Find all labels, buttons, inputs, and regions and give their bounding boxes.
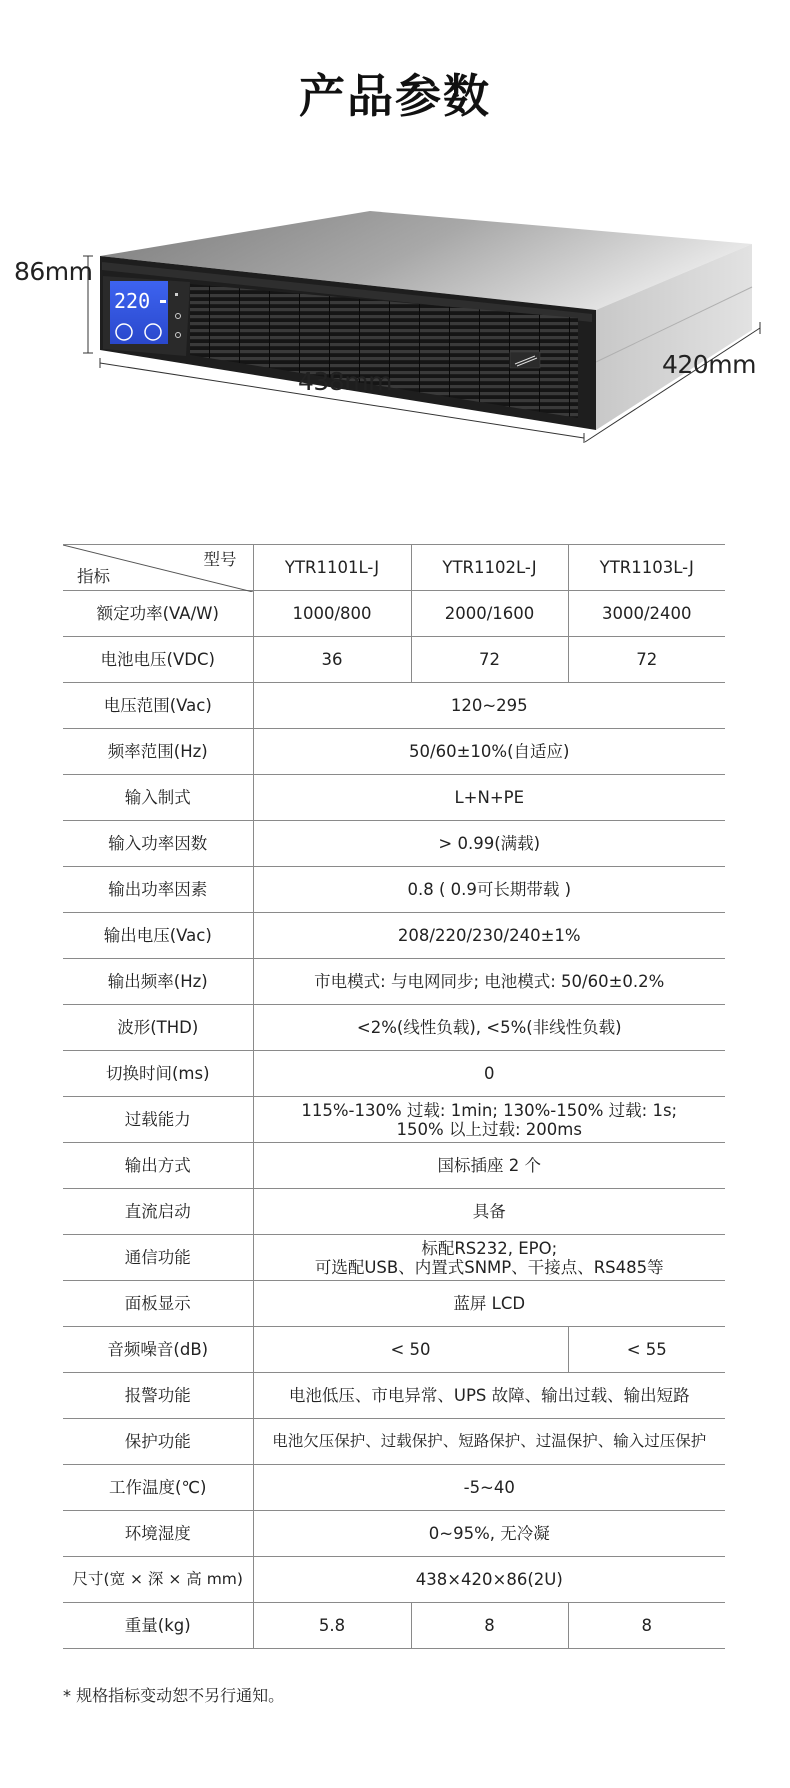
row-label: 通信功能 (63, 1235, 253, 1281)
cell-value: 72 (411, 637, 568, 683)
table-row (63, 1511, 725, 1557)
table-row (63, 729, 725, 775)
cell-value: 0 (253, 1051, 725, 1097)
row-label: 输出电压(Vac) (63, 913, 253, 959)
cell-value: 电池低压、市电异常、UPS 故障、输出过载、输出短路 (253, 1373, 725, 1419)
row-label: 电池电压(VDC) (63, 637, 253, 683)
footnote: * 规格指标变动恕不另行通知。 (63, 1686, 285, 1705)
table-row (63, 1327, 725, 1373)
model-axis-label: 型号 (203, 550, 237, 569)
height-dimension-label: 86mm (14, 257, 93, 286)
row-label: 输出方式 (63, 1143, 253, 1189)
table-row (63, 1281, 725, 1327)
corner-header-cell (63, 545, 253, 591)
cell-value: 蓝屏 LCD (253, 1281, 725, 1327)
row-label: 尺寸(宽 × 深 × 高 mm) (63, 1557, 253, 1603)
row-label: 电压范围(Vac) (63, 683, 253, 729)
table-row (63, 637, 725, 683)
cell-value: 电池欠压保护、过载保护、短路保护、过温保护、输入过压保护 (253, 1419, 725, 1465)
row-label: 保护功能 (63, 1419, 253, 1465)
table-row (63, 1603, 725, 1649)
table-row (63, 1143, 725, 1189)
cell-value-multiline (253, 1097, 725, 1143)
cell-value: 具备 (253, 1189, 725, 1235)
page-title: 产品参数 (299, 69, 491, 123)
lcd-reading: 220 (114, 289, 151, 313)
row-label: 频率范围(Hz) (63, 729, 253, 775)
row-label: 输出功率因素 (63, 867, 253, 913)
cell-value: 8 (568, 1603, 725, 1649)
model-header: YTR1101L-J (253, 545, 411, 591)
cell-value: L+N+PE (253, 775, 725, 821)
row-label: 输入功率因数 (63, 821, 253, 867)
table-row (63, 821, 725, 867)
row-label: 额定功率(VA/W) (63, 591, 253, 637)
table-row (63, 867, 725, 913)
cell-value: < 50 (253, 1327, 568, 1373)
cell-value: 208/220/230/240±1% (253, 913, 725, 959)
table-row (63, 1419, 725, 1465)
model-header: YTR1103L-J (568, 545, 725, 591)
cell-line: 150% 以上过载: 200ms (396, 1119, 582, 1139)
cell-value-multiline (253, 1235, 725, 1281)
cell-value: -5~40 (253, 1465, 725, 1511)
cell-value: 5.8 (253, 1603, 411, 1649)
depth-dimension-label: 420mm (662, 350, 756, 379)
table-row (63, 1189, 725, 1235)
cell-value: 2000/1600 (411, 591, 568, 637)
table-row (63, 775, 725, 821)
cell-line: 标配RS232, EPO; (421, 1238, 558, 1258)
cell-value: 0~95%, 无冷凝 (253, 1511, 725, 1557)
cell-value: 50/60±10%(自适应) (253, 729, 725, 775)
cell-value: 36 (253, 637, 411, 683)
cell-value: 3000/2400 (568, 591, 725, 637)
cell-value: 国标插座 2 个 (253, 1143, 725, 1189)
table-row (63, 591, 725, 637)
ups-device-image (0, 200, 790, 460)
table-row (63, 913, 725, 959)
row-label: 面板显示 (63, 1281, 253, 1327)
cell-value: 438×420×86(2U) (253, 1557, 725, 1603)
index-axis-label: 指标 (77, 567, 110, 586)
model-header: YTR1102L-J (411, 545, 568, 591)
cell-value: 8 (411, 1603, 568, 1649)
cell-value: < 55 (568, 1327, 725, 1373)
spec-table (63, 544, 725, 1649)
cell-value: 0.8 ( 0.9可长期带载 ) (253, 867, 725, 913)
table-header-row (63, 545, 725, 591)
table-row (63, 1235, 725, 1281)
cell-line: 115%-130% 过载: 1min; 130%-150% 过载: 1s; (301, 1100, 678, 1120)
width-dimension-label: 438mm (298, 367, 392, 396)
cell-value: 72 (568, 637, 725, 683)
product-illustration (0, 200, 790, 460)
row-label: 过载能力 (63, 1097, 253, 1143)
table-row (63, 1557, 725, 1603)
cell-value: 120~295 (253, 683, 725, 729)
row-label: 直流启动 (63, 1189, 253, 1235)
table-row (63, 683, 725, 729)
row-label: 环境湿度 (63, 1511, 253, 1557)
table-row (63, 1465, 725, 1511)
table-row (63, 1097, 725, 1143)
cell-line: 可选配USB、内置式SNMP、干接点、RS485等 (314, 1257, 664, 1277)
row-label: 输入制式 (63, 775, 253, 821)
table-row (63, 1005, 725, 1051)
table-row (63, 959, 725, 1005)
cell-value: > 0.99(满载) (253, 821, 725, 867)
table-row (63, 1051, 725, 1097)
row-label: 波形(THD) (63, 1005, 253, 1051)
row-label: 输出频率(Hz) (63, 959, 253, 1005)
row-label: 报警功能 (63, 1373, 253, 1419)
cell-value: 1000/800 (253, 591, 411, 637)
row-label: 重量(kg) (63, 1603, 253, 1649)
cell-value: <2%(线性负载), <5%(非线性负载) (253, 1005, 725, 1051)
cell-value: 市电模式: 与电网同步; 电池模式: 50/60±0.2% (253, 959, 725, 1005)
row-label: 音频噪音(dB) (63, 1327, 253, 1373)
table-row (63, 1373, 725, 1419)
row-label: 切换时间(ms) (63, 1051, 253, 1097)
row-label: 工作温度(℃) (63, 1465, 253, 1511)
